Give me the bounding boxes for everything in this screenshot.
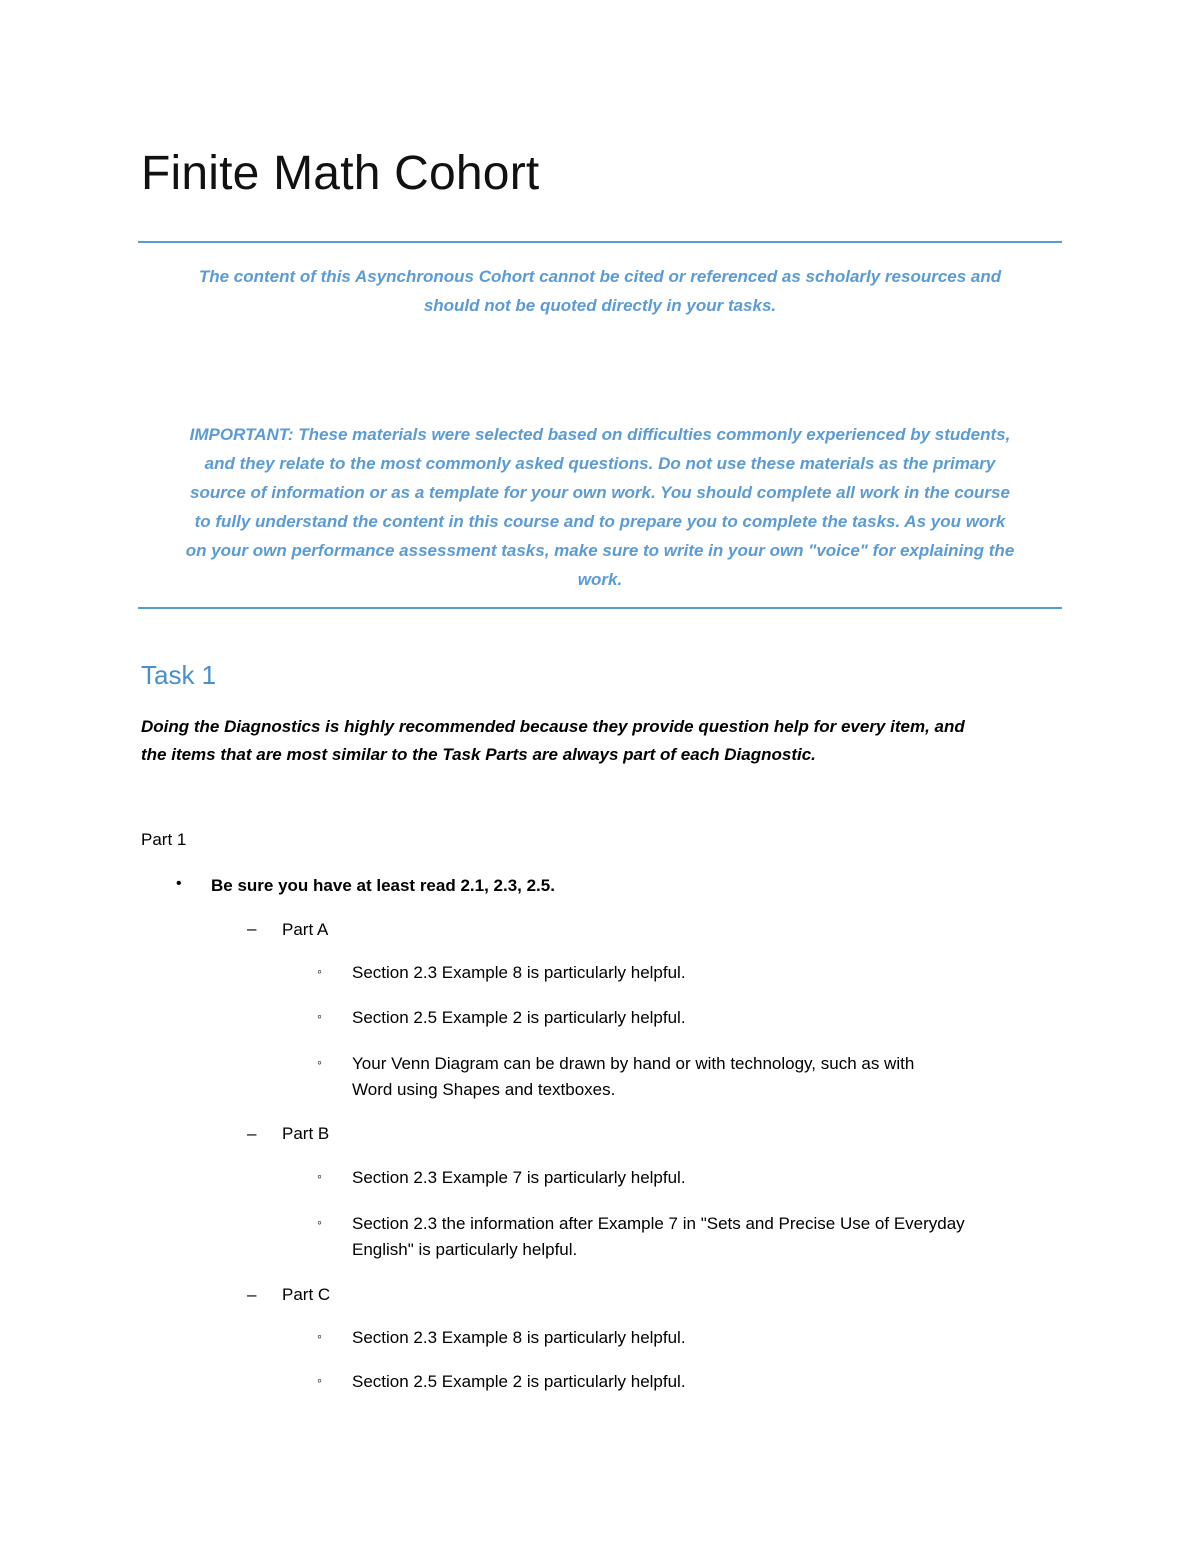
part-a-item-line: Word using Shapes and textboxes.: [352, 1080, 616, 1099]
part-a-item-line: Your Venn Diagram can be drawn by hand or with technology, such as with: [352, 1054, 915, 1073]
circle-marker: ◦: [317, 1168, 322, 1184]
part-c-label: Part C: [282, 1285, 331, 1304]
circle-marker: ◦: [317, 1372, 322, 1388]
important-line: source of information or as a template for your own work. You should complete all work in the course: [190, 483, 1010, 502]
disclaimer-line: should not be quoted directly in your tasks.: [423, 296, 777, 315]
dash-marker: –: [247, 1285, 257, 1304]
top-divider: [138, 241, 1062, 243]
part-b-label: Part B: [282, 1124, 330, 1143]
dash-marker: –: [247, 1124, 257, 1143]
circle-marker: ◦: [317, 1054, 322, 1070]
circle-marker: ◦: [317, 1328, 322, 1344]
part-a-item: Section 2.5 Example 2 is particularly helpful.: [352, 1008, 686, 1027]
page-title: Finite Math Cohort: [141, 147, 540, 200]
important-line: work.: [577, 570, 623, 589]
part-label: Part 1: [141, 830, 187, 849]
important-line: and they relate to the most commonly asked questions. Do not use these materials as the primary: [204, 454, 996, 473]
part-a-label: Part A: [282, 920, 329, 939]
important-line: IMPORTANT: These materials were selected based on difficulties commonly experienced by students,: [189, 425, 1011, 444]
part-b-item: Section 2.3 Example 7 is particularly helpful.: [352, 1168, 686, 1187]
disclaimer-line: The content of this Asynchronous Cohort cannot be cited or referenced as scholarly resources and: [198, 267, 1002, 286]
bottom-divider: [138, 607, 1062, 609]
reading-bullet: Be sure you have at least read 2.1, 2.3, 2.5.: [211, 876, 555, 895]
task-lead-line: Doing the Diagnostics is highly recommended because they provide question help for every item, and: [141, 717, 965, 736]
circle-marker: ◦: [317, 963, 322, 979]
part-b-item-line: Section 2.3 the information after Example 7 in "Sets and Precise Use of Everyday: [352, 1214, 965, 1233]
bullet-marker: •: [176, 875, 182, 892]
circle-marker: ◦: [317, 1008, 322, 1024]
disclaimer-text: [138, 262, 1062, 320]
important-notice: [138, 420, 1062, 594]
part-c-item: Section 2.5 Example 2 is particularly helpful.: [352, 1372, 686, 1391]
dash-marker: –: [247, 919, 257, 938]
task-lead-line: the items that are most similar to the Task Parts are always part of each Diagnostic.: [141, 745, 816, 764]
task-heading: Task 1: [141, 660, 217, 690]
task-lead: [141, 713, 1071, 769]
part-b-item-line: English" is particularly helpful.: [352, 1240, 578, 1259]
part-a-item: [352, 1051, 914, 1103]
important-line: to fully understand the content in this course and to prepare you to complete the tasks. As you work: [194, 512, 1006, 531]
part-a-item: Section 2.3 Example 8 is particularly helpful.: [352, 963, 686, 982]
important-line: on your own performance assessment tasks, make sure to write in your own "voice" for explaining the: [185, 541, 1015, 560]
part-b-item: [352, 1211, 965, 1263]
part-c-item: Section 2.3 Example 8 is particularly helpful.: [352, 1328, 686, 1347]
circle-marker: ◦: [317, 1214, 322, 1230]
